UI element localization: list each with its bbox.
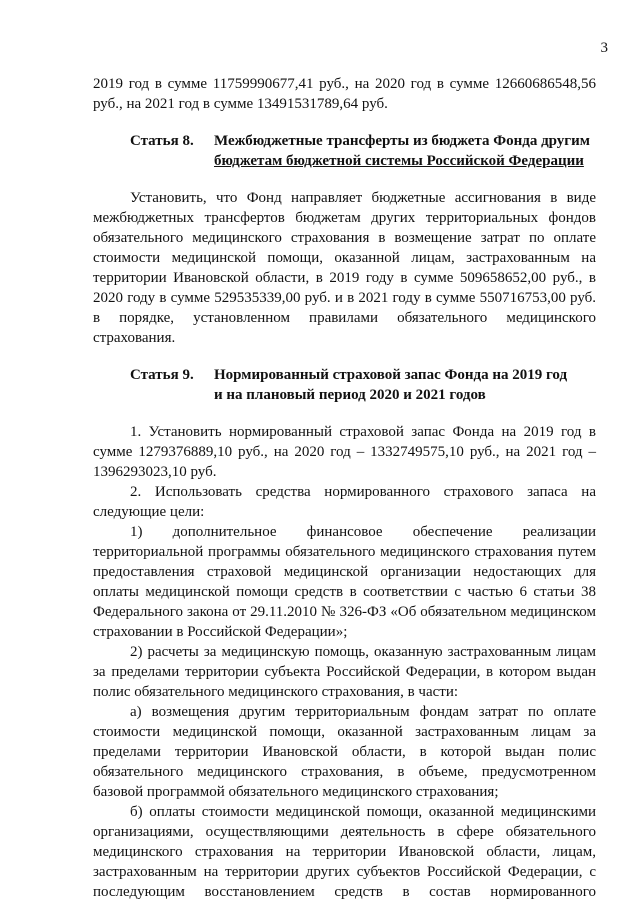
article-8-text: Установить, что Фонд направляет бюджетные ассигнования в виде межбюджетных трансфертов бюджетам других территориальных фондов обязательного медицинского страхования в возмещение затрат по оплате стоимости медицинской помощи, оказанной лицам, застрахованным на территории Ивановской области, в 2019 году в сумме 509658652,00 руб., в 2020 году в сумме 529535339,00 руб. и в 2021 году в сумме 550716753,00 руб. в порядке, установленном правилами обязательного медицинского страхования. [93,190,596,346]
article-9-title-line2: и на плановый период 2020 и 2021 годов [214,387,486,403]
article-9-subitem-a: а) возмещения другим территориальным фондам затрат по оплате стоимости медицинской помощи, оказанной застрахованным лицам за пределами территории Ивановской области, в которой выдан полис обязательного медицинского страхования, в объеме, предусмотренном базовой программой обязательного медицинского страхования; [93,704,596,800]
intro-paragraph: 2019 год в сумме 11759990677,41 руб., на 2020 год в сумме 12660686548,56 руб., на 2021 год в сумме 13491531789,64 руб. [93,76,596,112]
article-9-title [214,365,596,405]
article-9-heading [93,365,596,405]
page-number: 3 [600,40,608,56]
article-9-item-2: 2) расчеты за медицинскую помощь, оказанную застрахованным лицам за пределами территории субъекта Российской Федерации, в котором выдан полис обязательного медицинского страхования, в части: [93,644,596,700]
article-9-number: Статья 9. [130,367,194,383]
article-8-title [214,131,596,171]
article-8-title-line1: Межбюджетные трансферты из бюджета Фонда другим [214,133,590,149]
document-body [93,74,596,902]
article-8-number: Статья 8. [130,133,194,149]
article-8-heading [93,131,596,171]
article-9-paragraph-2: 2. Использовать средства нормированного страхового запаса на следующие цели: [93,484,596,520]
article-9-paragraph-1: 1. Установить нормированный страховой запас Фонда на 2019 год в сумме 1279376889,10 руб., на 2020 год – 1332749575,10 руб., на 2021 год – 1396293023,10 руб. [93,424,596,480]
article-9-item-1: 1) дополнительное финансовое обеспечение реализации территориальной программы обязательного медицинского страхования путем предоставления страховой медицинской организации недостающих для оплаты медицинской помощи средств в соответствии с частью 6 статьи 38 Федерального закона от 29.11.2010 № 326-ФЗ «Об обязательном медицинском страховании в Российской Федерации»; [93,524,596,640]
article-9-subitem-b: б) оплаты стоимости медицинской помощи, оказанной медицинскими организациями, осуществляющими деятельность в сфере обязательного медицинского страхования на территории Ивановской области, лицам, застрахованным на территории других субъектов Российской Федерации, с последующим восстановлением средств в состав нормированного [93,804,596,900]
article-8-title-line2: бюджетам бюджетной системы Российской Федерации [214,153,584,169]
article-9-title-line1: Нормированный страховой запас Фонда на 2019 год [214,367,568,383]
